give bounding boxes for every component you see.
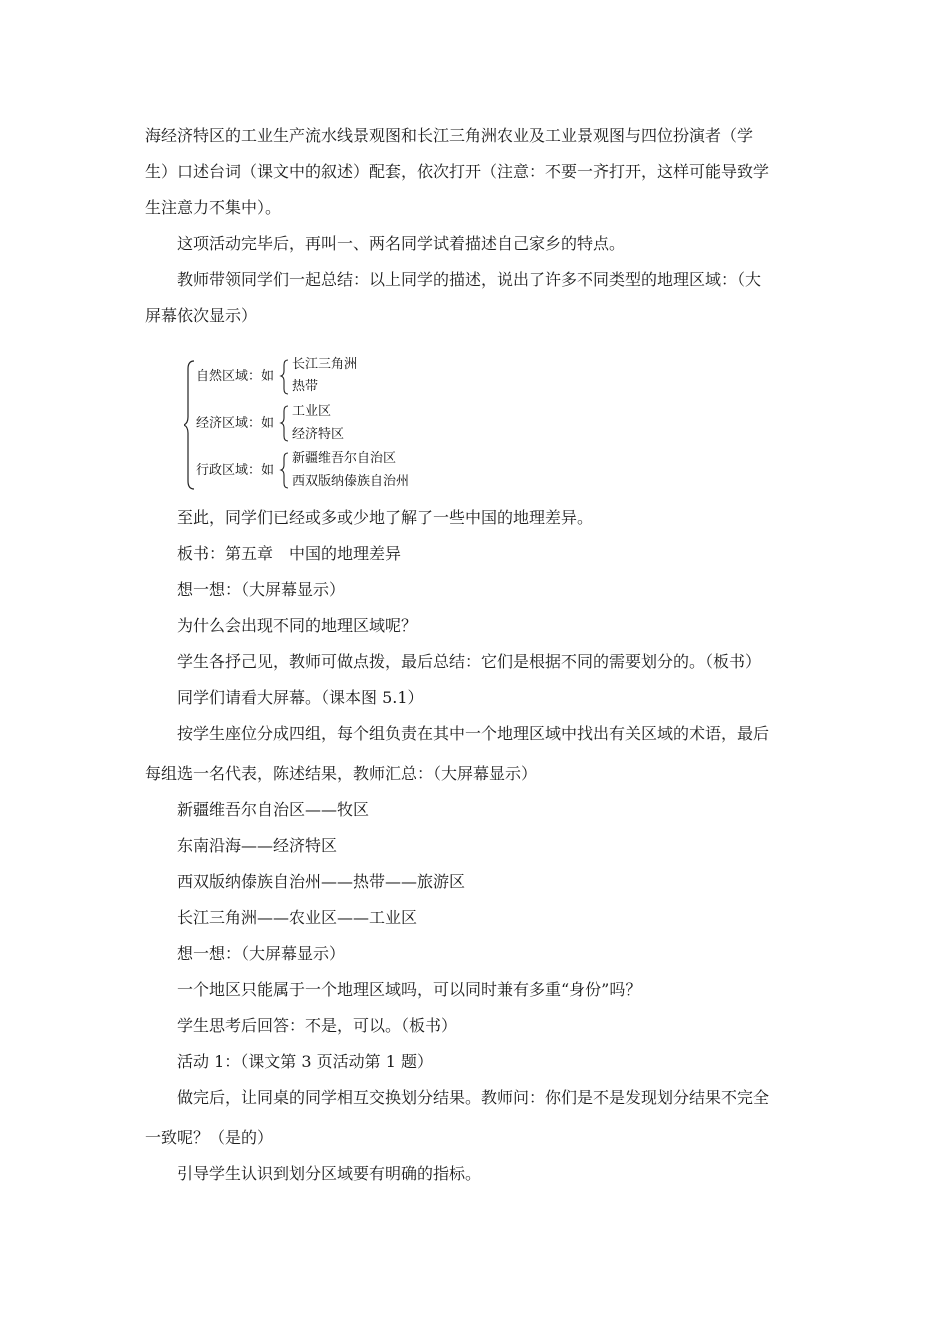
economic-region-label: 经济区域：如 (196, 416, 275, 431)
paragraph-line: 屏幕依次显示） (145, 306, 258, 325)
region-classification-diagram (184, 357, 444, 493)
paragraph-line: 新疆维吾尔自治区——牧区 (177, 800, 370, 819)
paragraph-line: 活动 1：（课文第 3 页活动第 1 题） (177, 1052, 433, 1071)
paragraph-line: 生注意力不集中）。 (145, 198, 282, 217)
region-item: 热带 (292, 379, 319, 394)
paragraph-line: 同学们请看大屏幕。（课本图 5.1） (177, 688, 424, 707)
paragraph-line: 至此，同学们已经或多或少地了解了一些中国的地理差异。 (177, 508, 594, 527)
paragraph-line: 长江三角洲——农业区——工业区 (177, 908, 418, 927)
paragraph-line: 为什么会出现不同的地理区域呢？ (177, 616, 418, 635)
region-item: 工业区 (292, 404, 332, 419)
region-item: 西双版纳傣族自治州 (292, 474, 410, 489)
paragraph-line: 一致呢？（是的） (145, 1128, 274, 1147)
administrative-region-label: 行政区域：如 (196, 463, 275, 478)
paragraph-line: 学生思考后回答：不是，可以。（板书） (177, 1016, 458, 1035)
paragraph-line: 教师带领同学们一起总结：以上同学的描述，说出了许多不同类型的地理区域：（大 (177, 270, 762, 289)
paragraph-line: 引导学生认识到划分区域要有明确的指标。 (177, 1164, 482, 1183)
paragraph-line: 想一想：（大屏幕显示） (177, 580, 346, 599)
region-item: 长江三角洲 (292, 357, 358, 372)
paragraph-line: 西双版纳傣族自治州——热带——旅游区 (177, 872, 466, 891)
paragraph-line: 这项活动完毕后，再叫一、两名同学试着描述自己家乡的特点。 (177, 234, 626, 253)
paragraph-line: 想一想：（大屏幕显示） (177, 944, 346, 963)
region-item: 经济特区 (292, 427, 345, 442)
region-item: 新疆维吾尔自治区 (292, 451, 397, 466)
paragraph-line: 做完后，让同桌的同学相互交换划分结果。教师问：你们是不是发现划分结果不完全 (177, 1088, 770, 1107)
paragraph-line: 海经济特区的工业生产流水线景观图和长江三角洲农业及工业景观图与四位扮演者（学 (145, 126, 754, 145)
paragraph-line: 板书：第五章 中国的地理差异 (177, 544, 402, 563)
paragraph-line: 每组选一名代表，陈述结果，教师汇总：（大屏幕显示） (145, 764, 538, 783)
paragraph-line: 学生各抒己见，教师可做点拨，最后总结：它们是根据不同的需要划分的。（板书） (177, 652, 762, 671)
natural-region-label: 自然区域：如 (196, 369, 275, 384)
paragraph-line: 东南沿海——经济特区 (177, 836, 338, 855)
paragraph-line: 生）口述台词（课文中的叙述）配套，依次打开（注意：不要一齐打开，这样可能导致学 (145, 162, 770, 181)
paragraph-line: 按学生座位分成四组，每个组负责在其中一个地理区域中找出有关区域的术语，最后 (177, 724, 770, 743)
paragraph-line: 一个地区只能属于一个地理区域吗，可以同时兼有多重“身份”吗？ (177, 980, 642, 999)
